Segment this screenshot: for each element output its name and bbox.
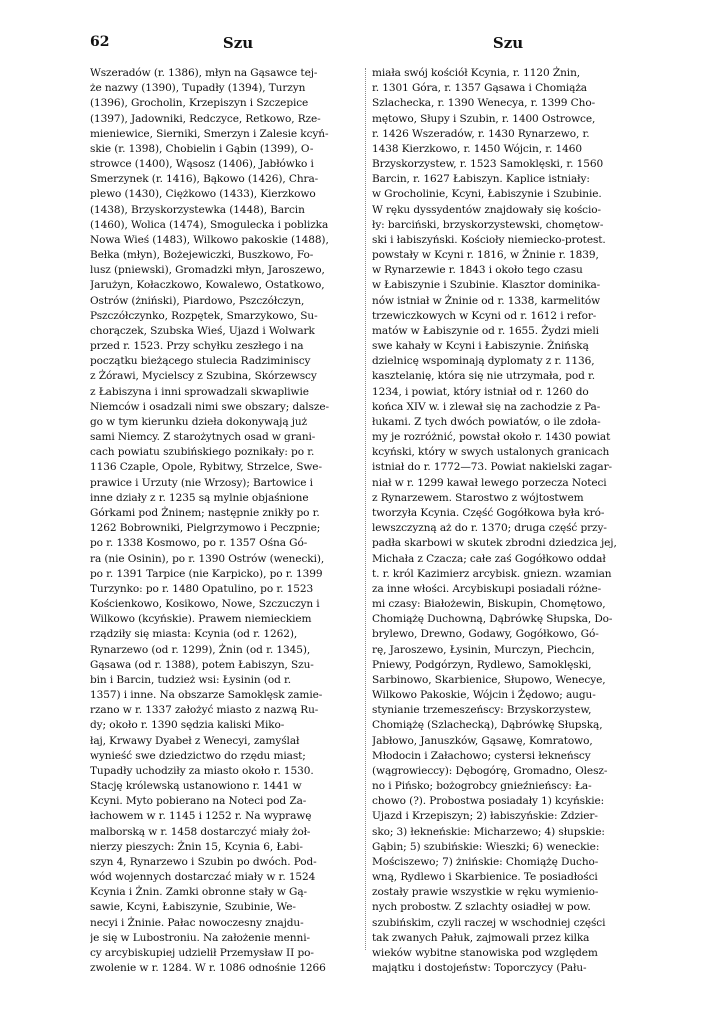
text-line: (1397), Jadowniki, Redczyce, Retkowo, Rze- (90, 112, 321, 125)
text-line: Rynarzewo (od r. 1299), Żnin (od r. 1345), (90, 643, 311, 656)
text-line: Gąsawa (od r. 1388), potem Łabiszyn, Szu- (90, 658, 314, 671)
text-line: zwolenie w r. 1284. W r. 1086 odnośnie 1266 (90, 962, 326, 975)
text-line: Mościszewo; 7) żnińskie: Chomiążę Ducho- (372, 855, 599, 868)
text-line: chowo (?). Probostwa posiadały 1) kcyńskie: (372, 795, 605, 808)
text-line: strowce (1400), Wąsosz (1406), Jabłówko i (90, 158, 314, 171)
text-line: szubińskim, czyli raczej w wschodniej części (372, 916, 606, 929)
text-line: Pniewy, Podgórzyn, Rydlewo, Samoklęski, (372, 658, 592, 671)
text-line: wynieść swe dziedzictwo do rzędu miast; (90, 749, 306, 762)
text-line: końca XIV w. i zlewał się na zachodzie z Pa- (372, 400, 601, 413)
text-line: zostały prawie wszystkie w ręku wymienio- (372, 886, 599, 899)
text-line: Górkami pod Żninem; następnie znikły po r. (90, 506, 320, 519)
text-line: sawie, Kcyni, Łabiszynie, Szubinie, We- (90, 901, 296, 914)
text-line: 1438 Kierzkowo, r. 1450 Wójcin, r. 1460 (372, 142, 582, 155)
text-line: 1136 Czaple, Opole, Rybitwy, Strzelce, Swe- (90, 461, 322, 474)
text-line: trzewiczkowych w Kcyni od r. 1612 i refor- (372, 309, 597, 322)
text-line: W ręku dyssydentów znajdowały się kościo- (372, 203, 601, 216)
text-line: tworzyła Kcynia. Część Gogółkowa była kró- (372, 506, 605, 519)
text-line: łukami. Z tych dwóch powiatów, o ile zdoła- (372, 415, 601, 428)
text-line: ra (nie Osinin), po r. 1390 Ostrów (wenecki), (90, 552, 325, 565)
text-line: że nazwy (1390), Tupadły (1394), Turzyn (90, 82, 306, 95)
text-line: r. 1426 Wszeradów, r. 1430 Rynarzewo, r. (372, 127, 590, 140)
text-line: w Rynarzewie r. 1843 i około tego czasu (372, 264, 583, 277)
text-line: dzielnicę wspominają dyplomaty z r. 1136, (372, 355, 595, 368)
text-line: inne działy z r. 1235 są mylnie objaśnione (90, 491, 309, 504)
text-line: Szlachecka, r. 1390 Wenecya, r. 1399 Cho- (372, 97, 596, 110)
page-number: 62 (90, 34, 110, 50)
text-line: cy arcybiskupiej udzielił Przemysław II po- (90, 946, 314, 959)
text-line: za inne włości. Arcybiskupi posiadali różne- (372, 582, 602, 595)
text-line: malborską w r. 1458 dostarczyć miały żoł- (90, 825, 311, 838)
text-line: (1460), Wolica (1474), Smogulecka i poblizka (90, 218, 329, 231)
text-line: z Rynarzewem. Starostwo z wójtostwem (372, 491, 584, 504)
text-line: tak zwanych Pałuk, zajmowali przez kilka (372, 931, 590, 944)
text-line: Wilkowo (kcyńskie). Prawem niemieckiem (90, 613, 312, 626)
text-line: mieniewice, Sierniki, Smerzyn i Zalesie kcyń- (90, 127, 329, 140)
text-line: Wszeradów (r. 1386), młyn na Gąsawce tej- (90, 67, 318, 79)
text-line: Ujazd i Krzepiszyn; 2) łabiszyńskie: Zdzier- (372, 810, 598, 823)
text-line: Brzyskorzystew, r. 1523 Samoklęski, r. 1560 (372, 158, 604, 171)
text-line: cach powiatu szubińskiego poznikały: po r. (90, 446, 315, 459)
text-line: no i Pińsko; bożogrobcy gnieźnieńscy: Ła- (372, 780, 592, 793)
text-line: (1396), Grocholin, Krzepiszyn i Szczepice (90, 97, 309, 110)
text-line: r. 1301 Góra, r. 1357 Gąsawa i Chomiąża (372, 82, 587, 95)
text-line: 1262 Bobrowniki, Pielgrzymowo i Peczpnie; (90, 522, 321, 535)
text-line: wód wojennych dostarczać miały w r. 1524 (90, 871, 316, 884)
text-line: rzano w r. 1337 założyć miasto z nazwą Ru- (90, 704, 319, 717)
text-line: my je rozróżnić, powstał około r. 1430 powiat (372, 431, 611, 444)
text-line: Sarbinowo, Skarbienice, Słupowo, Wenecye, (372, 673, 606, 686)
text-line: po r. 1338 Kosmowo, po r. 1357 Ośna Gó- (90, 537, 308, 550)
text-line: nierzy pieszych: Żnin 15, Kcynia 6, Łabi- (90, 840, 303, 853)
running-head-left: Szu (222, 34, 254, 52)
text-line: matów w Łabiszynie od r. 1655. Żydzi mieli (372, 324, 599, 337)
text-line: w Łabiszynie i Szubinie. Klasztor dominika- (372, 279, 601, 292)
text-line: chorączek, Szubska Wieś, Ujazd i Wolwark (90, 324, 315, 337)
text-line: sami Niemcy. Z starożytnych osad w grani- (90, 431, 316, 444)
text-line: Niemców i osadzali nimi swe obszary; dalsze- (90, 400, 329, 413)
text-line: t. r. król Kazimierz arcybisk. gniezn. wzamian (372, 567, 612, 580)
text-line: Ostrów (żniński), Piardowo, Pszczółczyn, (90, 294, 305, 307)
text-line: z Żórawi, Mycielscy z Szubina, Skórzewscy (90, 370, 317, 383)
text-line: dy; około r. 1390 sędzia kaliski Miko- (90, 719, 285, 732)
page-header (90, 28, 660, 58)
text-line: niał w r. 1299 kawał lewego porzecza Noteci (372, 476, 607, 489)
text-line: ły: barciński, brzyskorzystewski, chomętow- (372, 218, 604, 231)
text-line: skie (r. 1398), Chobielin i Gąbin (1399), O- (90, 142, 314, 155)
text-line: Jarużyn, Kołaczkowo, Kowalewo, Ostatkowo, (90, 279, 325, 292)
text-line: Nowa Wieś (1483), Wilkowo pakoskie (1488), (90, 233, 329, 246)
text-line: Wilkowo Pakoskie, Wójcin i Żędowo; augu- (372, 689, 596, 702)
text-line: Kcynia i Żnin. Zamki obronne stały w Gą- (90, 886, 308, 899)
text-line: Stację królewską ustanowiono r. 1441 w (90, 780, 302, 793)
text-line: łaj, Krwawy Dyabeł z Wenecyi, zamyślał (90, 734, 300, 747)
text-line: (wągrowieccy): Dębogórę, Gromadno, Olesz- (372, 764, 608, 777)
text-line: padła skarbowi w skutek zbrodni dziedzica jej, (372, 537, 617, 550)
text-line: necyi i Żninie. Pałac nowoczesny znajdu- (90, 916, 304, 929)
left-text-column (90, 66, 360, 976)
text-line: Chomiążę (Szlachecką), Dąbrówkę Słupską, (372, 719, 603, 732)
text-line: Barcin, r. 1627 Łabiszyn. Kaplice istniały: (372, 173, 590, 186)
text-line: istniał do r. 1772—73. Powiat nakielski zagar- (372, 461, 612, 474)
text-line: plewo (1430), Ciężkowo (1433), Kierzkowo (90, 188, 316, 201)
text-line: majątku i dostojeństw: Toporczycy (Pału- (372, 962, 587, 975)
text-line: 1357) i inne. Na obszarze Samoklęsk zamie- (90, 689, 323, 702)
text-line: przed r. 1523. Przy schyłku zeszłego i na (90, 340, 304, 353)
text-line: go w tym kierunku dzieła dokonywają już (90, 415, 308, 428)
text-line: nych probostw. Z szlachty osiadłej w pow. (372, 901, 591, 914)
text-line: Kcyni. Myto pobierano na Noteci pod Za- (90, 795, 307, 808)
text-line: bin i Barcin, tudzież wsi: Łysinin (od r. (90, 673, 292, 686)
text-line: w Grocholinie, Kcyni, Łabiszynie i Szubinie. (372, 188, 602, 201)
text-line: po r. 1391 Tarpice (nie Karpicko), po r. 1399 (90, 567, 323, 580)
text-line: Młodocin i Załachowo; cystersi łekneńscy (372, 749, 591, 762)
right-text-column (372, 66, 642, 976)
text-line: mi czasy: Białożewin, Biskupin, Chomętowo, (372, 598, 606, 611)
text-line: wną, Rydlewo i Skarbienice. Te posiadłości (372, 871, 598, 884)
text-line: stynianie trzemeszeńscy: Brzyskorzystew, (372, 704, 592, 717)
text-line: brylewo, Drewno, Godawy, Gogółkowo, Gó- (372, 628, 599, 641)
text-line: Turzynko: po r. 1480 Opatulino, po r. 1523 (90, 582, 314, 595)
text-line: lusz (pniewski), Gromadzki młyn, Jaroszewo, (90, 264, 325, 277)
text-line: nów istniał w Żninie od r. 1338, karmelitów (372, 294, 601, 307)
text-line: powstały w Kcyni r. 1816, w Żninie r. 1839, (372, 249, 599, 262)
text-line: mętowo, Słupy i Szubin, r. 1400 Ostrowce, (372, 112, 596, 125)
text-line: (1438), Brzyskorzystewka (1448), Barcin (90, 203, 305, 216)
text-line: Gąbin; 5) szubińskie: Wieszki; 6) weneckie: (372, 840, 600, 853)
text-line: Michała z Czacza; całe zaś Gogółkowo oddał (372, 552, 606, 565)
text-line: Tupadły uchodziły za miasto około r. 1530. (90, 764, 314, 777)
text-line: kasztelanię, która się nie utrzymała, pod r. (372, 370, 596, 383)
text-line: szyn 4, Rynarzewo i Szubin po dwóch. Pod- (90, 855, 317, 868)
text-line: Smerzynek (r. 1416), Bąkowo (1426), Chra- (90, 173, 319, 186)
text-line: wieków wybitne stanowiska pod względem (372, 946, 598, 959)
text-line: rę, Jaroszewo, Łysinin, Murczyn, Piechcin, (372, 643, 595, 656)
column-divider (365, 68, 366, 950)
text-line: Jabłowo, Januszków, Gąsawę, Komratowo, (372, 734, 593, 747)
text-line: sko; 3) łekneńskie: Micharzewo; 4) słupskie: (372, 825, 605, 838)
text-line: Bełka (młyn), Bożejewiczki, Buszkowo, Fo- (90, 249, 314, 262)
text-line: lewszczyzną aż do r. 1370; druga część przy- (372, 522, 607, 535)
text-line: rządziły się miasta: Kcynia (od r. 1262), (90, 628, 298, 641)
text-line: Kościenkowo, Kosikowo, Nowe, Szczuczyn i (90, 598, 320, 611)
text-line: prawice i Urzuty (nie Wrzosy); Bartowice i (90, 476, 313, 489)
running-head-right: Szu (492, 34, 524, 52)
text-line: je się w Lubostroniu. Na założenie menni- (90, 931, 310, 944)
text-line: Pszczółczynko, Rozpętek, Smarzykowo, Su- (90, 309, 318, 322)
text-line: kcyński, który w swych ustalonych granicach (372, 446, 610, 459)
text-line: Chomiążę Duchowną, Dąbrówkę Słupska, Do- (372, 613, 613, 626)
text-line: ski i łabiszyński. Kościoły niemiecko-protest. (372, 233, 606, 246)
text-line: z Łabiszyna i inni sprowadzali skwapliwie (90, 385, 309, 398)
text-line: 1234, i powiat, który istniał od r. 1260 do (372, 385, 589, 398)
text-line: miała swój kościół Kcynia, r. 1120 Żnin, (372, 67, 581, 79)
text-line: swe kahały w Kcyni i Łabiszynie. Żnińską (372, 340, 589, 353)
text-line: początku bieżącego stulecia Radziminiscy (90, 355, 311, 368)
text-line: łachowem w r. 1145 i 1252 r. Na wyprawę (90, 810, 312, 823)
